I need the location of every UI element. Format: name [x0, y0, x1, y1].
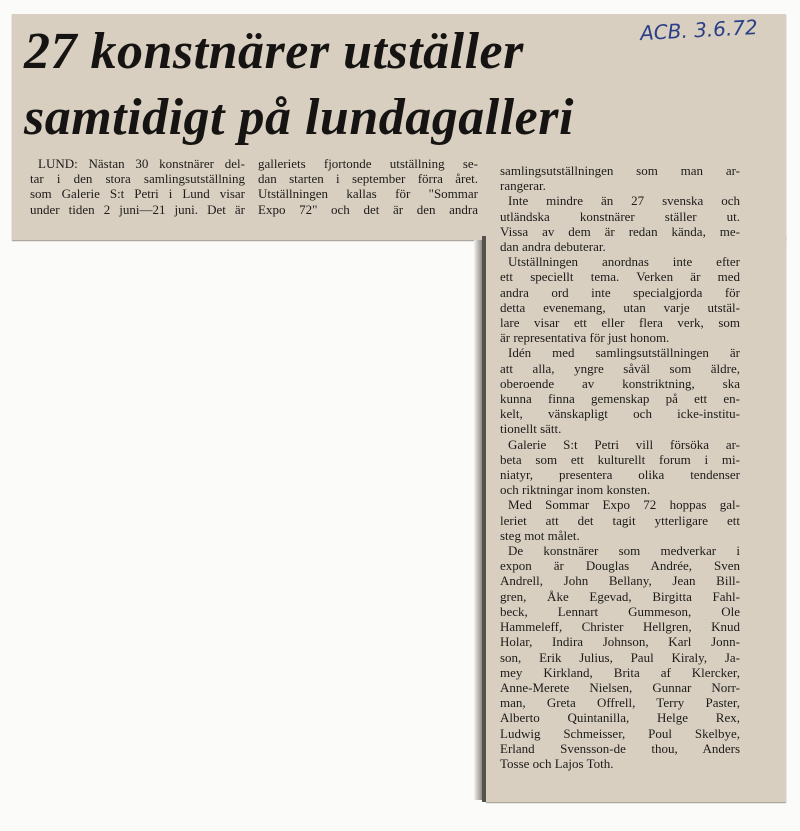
handwritten-date-note: ACB. 3.6.72 [639, 14, 759, 46]
article-line: Utställningen anordnas inte efter [508, 254, 740, 270]
article-line: dan andra debuterar. [500, 239, 606, 255]
article-line: leriet att det tagit ytterligare ett [500, 512, 740, 528]
article-line: mey Kirkland, Brita af Klercker, [500, 664, 740, 680]
article-line: dan starten i september förra året. [258, 171, 478, 187]
article-line: tionellt sätt. [500, 421, 562, 437]
article-line: utländska konstnärer ställer ut. [500, 208, 740, 224]
article-line: är representativa för just honom. [500, 330, 670, 346]
article-line: detta evenemang, utan varje utstäl- [500, 299, 740, 315]
article-line: Vissa av dem är redan kända, me- [500, 223, 740, 239]
article-line: och riktningar inom konsten. [500, 482, 651, 498]
article-line: beck, Lennart Gummeson, Ole [500, 603, 740, 619]
article-line: Idén med samlingsutställningen är [508, 345, 740, 361]
article-line: steg mot målet. [500, 527, 580, 543]
article-line: under tiden 2 juni—21 juni. Det är [30, 201, 245, 217]
article-line: Tosse och Lajos Toth. [500, 755, 614, 771]
clipping-shadow [474, 240, 482, 800]
article-column-2 [258, 156, 478, 217]
article-line: Hammeleff, Christer Hellgren, Knud [500, 619, 740, 635]
article-line: Inte mindre än 27 svenska och [508, 193, 740, 209]
article-line: tar i den stora samlingsutställning [30, 171, 245, 187]
article-line: Expo 72" och det är den andra [258, 201, 478, 217]
article-line: Alberto Quintanilla, Helge Rex, [500, 710, 740, 726]
article-line: som Galerie S:t Petri i Lund visar [30, 186, 245, 202]
article-line: Anne-Merete Nielsen, Gunnar Norr- [500, 679, 740, 695]
article-line: man, Greta Offrell, Terry Paster, [500, 695, 740, 711]
article-column-3 [500, 163, 740, 771]
article-line: De konstnärer som medverkar i [508, 543, 740, 559]
article-line: Ludwig Schmeisser, Poul Skelbye, [500, 725, 740, 741]
article-line: andra ord inte specialgjorda för [500, 284, 740, 300]
article-line: Holar, Indira Johnson, Karl Jonn- [500, 634, 740, 650]
article-line: Galerie S:t Petri vill försöka ar- [508, 436, 740, 452]
article-line: Erland Svensson-de thou, Anders [500, 740, 740, 756]
article-line: Med Sommar Expo 72 hoppas gal- [508, 497, 740, 513]
article-line: Andrell, John Bellany, Jean Bill- [500, 573, 740, 589]
article-line: beta som ett kulturellt forum i mi- [500, 451, 740, 467]
article-line: kelt, vänskapligt och icke-institu- [500, 406, 740, 422]
article-line: ett speciellt tema. Verken är med [500, 269, 740, 285]
article-line: niatyr, presentera olika tendenser [500, 467, 740, 483]
headline-line-1: 27 konstnärer utställer [24, 23, 524, 80]
article-line: samlingsutställningen som man ar- [500, 163, 740, 178]
article-line: kunna finna gemenskap på ett en- [500, 391, 740, 407]
article-line: expon är Douglas Andrée, Sven [500, 558, 740, 574]
article-line: gren, Åke Egevad, Birgitta Fahl- [500, 588, 740, 604]
article-column-1 [30, 156, 245, 217]
article-line: galleriets fjortonde utställning se- [258, 156, 478, 171]
article-line: son, Erik Julius, Paul Kiraly, Ja- [500, 649, 740, 665]
article-line: oberoende av konstriktning, ska [500, 375, 740, 391]
article-line: lare visar ett eller flera verk, som [500, 315, 740, 331]
article-line: att alla, yngre såväl som äldre, [500, 360, 740, 376]
headline-line-2: samtidigt på lundagalleri [24, 89, 574, 146]
article-line: rangerar. [500, 178, 546, 194]
article-line: Utställningen kallas för "Sommar [258, 186, 478, 202]
article-line: LUND: Nästan 30 konstnärer del- [38, 156, 245, 171]
